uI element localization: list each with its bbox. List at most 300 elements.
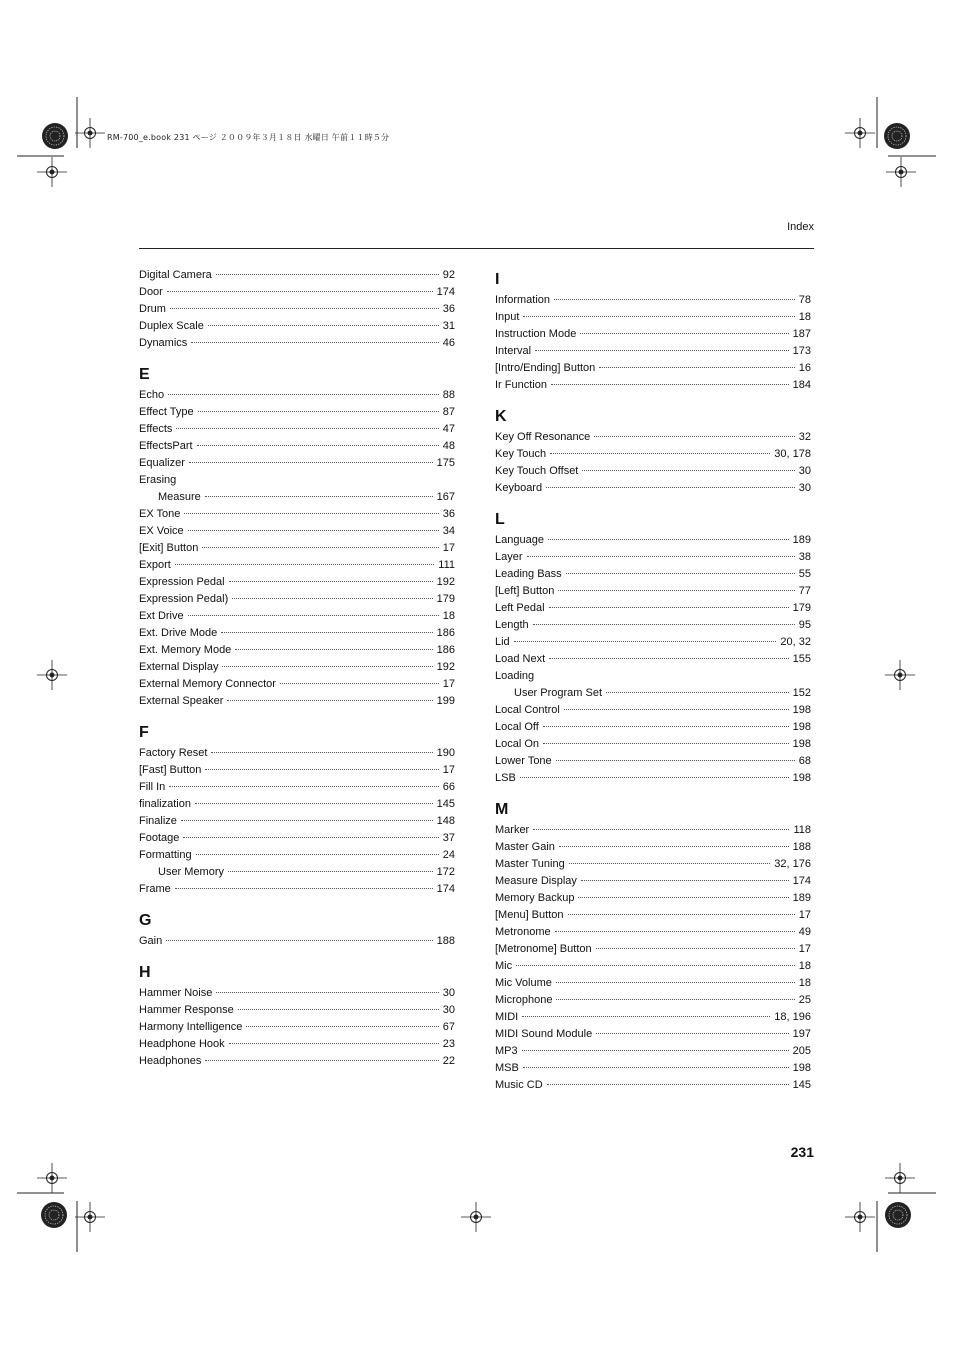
- index-page-ref: 30: [442, 1004, 455, 1016]
- index-page-ref: 23: [442, 1038, 455, 1050]
- index-term: [Metronome] Button: [495, 943, 592, 955]
- index-term: Load Next: [495, 653, 546, 665]
- leader-dots: [599, 367, 794, 368]
- leader-dots: [522, 1016, 770, 1017]
- index-term: Duplex Scale: [139, 320, 204, 332]
- leader-dots: [166, 940, 432, 941]
- index-entry: [139, 387, 455, 404]
- leader-dots: [596, 1033, 788, 1034]
- leader-dots: [548, 539, 789, 540]
- index-term: Key Off Resonance: [495, 431, 591, 443]
- index-term: Lid: [495, 636, 510, 648]
- index-page-ref: 175: [436, 457, 455, 469]
- index-term: [Exit] Button: [139, 542, 199, 554]
- index-entry: [139, 404, 455, 421]
- leader-dots: [235, 649, 432, 650]
- index-entry: [495, 600, 811, 617]
- index-page-ref: 25: [798, 994, 811, 1006]
- index-term: Mic Volume: [495, 977, 552, 989]
- leader-dots: [195, 803, 433, 804]
- leader-dots: [246, 1026, 438, 1027]
- index-column-right: [495, 267, 811, 1094]
- index-term: [Menu] Button: [495, 909, 564, 921]
- index-page-ref: 36: [442, 508, 455, 520]
- index-entry: [495, 343, 811, 360]
- index-entry: [495, 770, 811, 787]
- index-page-ref: 38: [798, 551, 811, 563]
- index-page-ref: 189: [792, 534, 811, 546]
- index-page-ref: 199: [436, 695, 455, 707]
- index-entry: [139, 745, 455, 762]
- index-letter-heading: G: [139, 912, 152, 929]
- running-head: Index: [787, 221, 814, 233]
- index-entry: [495, 1077, 811, 1094]
- index-letter-heading: L: [495, 511, 505, 528]
- index-page-ref: 187: [792, 328, 811, 340]
- index-entry: [139, 642, 455, 659]
- index-page-ref: 17: [442, 542, 455, 554]
- leader-dots: [606, 692, 789, 693]
- index-entry: [495, 1043, 811, 1060]
- index-entry: [495, 292, 811, 309]
- leader-dots: [229, 581, 433, 582]
- index-page-ref: 17: [798, 943, 811, 955]
- leader-dots: [523, 1067, 789, 1068]
- leader-dots: [569, 863, 771, 864]
- index-term: User Program Set: [514, 687, 603, 699]
- index-page-ref: 47: [442, 423, 455, 435]
- index-term: Measure: [158, 491, 201, 503]
- index-letter-heading: E: [139, 366, 150, 383]
- index-letter-heading: H: [139, 964, 151, 981]
- index-page-ref: 197: [792, 1028, 811, 1040]
- leader-dots: [205, 496, 433, 497]
- index-term: Echo: [139, 389, 165, 401]
- index-term: Music CD: [495, 1079, 543, 1091]
- index-page-ref: 111: [438, 559, 455, 571]
- index-entry: [139, 1053, 455, 1070]
- index-page-ref: 17: [442, 678, 455, 690]
- crop-info: RM-700_e.book 231 ページ ２００９年３月１８日 水曜日 午前１１時５分: [107, 133, 390, 142]
- index-page-ref: 68: [798, 755, 811, 767]
- leader-dots: [543, 726, 789, 727]
- leader-dots: [232, 598, 432, 599]
- leader-dots: [196, 854, 439, 855]
- index-term: Equalizer: [139, 457, 185, 469]
- index-term: Local Control: [495, 704, 560, 716]
- index-term: Measure Display: [495, 875, 577, 887]
- index-page-ref: 188: [436, 935, 455, 947]
- index-entry: [495, 839, 811, 856]
- index-page-ref: 174: [436, 286, 455, 298]
- index-page-ref: 16: [798, 362, 811, 374]
- leader-dots: [516, 965, 795, 966]
- index-page-ref: 179: [792, 602, 811, 614]
- leader-dots: [520, 777, 789, 778]
- leader-dots: [533, 829, 789, 830]
- index-entry: [139, 830, 455, 847]
- leader-dots: [183, 837, 438, 838]
- index-page-ref: 37: [442, 832, 455, 844]
- index-entry: [139, 1002, 455, 1019]
- leader-dots: [227, 700, 432, 701]
- leader-dots: [176, 428, 438, 429]
- index-page-ref: 184: [792, 379, 811, 391]
- index-page-ref: 88: [442, 389, 455, 401]
- index-entry: [495, 890, 811, 907]
- index-entry: [139, 796, 455, 813]
- index-entry: [139, 506, 455, 523]
- index-page-ref: 189: [792, 892, 811, 904]
- index-term: Length: [495, 619, 529, 631]
- index-term: User Memory: [158, 866, 225, 878]
- index-term: Headphones: [139, 1055, 202, 1067]
- index-page-ref: 55: [798, 568, 811, 580]
- index-entry: [139, 985, 455, 1002]
- leader-dots: [549, 658, 788, 659]
- leader-dots: [191, 342, 438, 343]
- index-entry: [495, 822, 811, 839]
- index-term: Key Touch: [495, 448, 547, 460]
- leader-dots: [554, 299, 795, 300]
- leader-dots: [523, 316, 794, 317]
- index-term: Left Pedal: [495, 602, 545, 614]
- index-term: EX Tone: [139, 508, 181, 520]
- index-term: Effects: [139, 423, 173, 435]
- index-page-ref: 188: [792, 841, 811, 853]
- index-page-ref: 173: [792, 345, 811, 357]
- index-page-ref: 95: [798, 619, 811, 631]
- index-page-ref: 186: [436, 627, 455, 639]
- index-term: Door: [139, 286, 163, 298]
- index-term: LSB: [495, 772, 516, 784]
- leader-dots: [566, 573, 795, 574]
- index-page-ref: 18, 196: [774, 1011, 811, 1023]
- index-entry: [139, 625, 455, 642]
- leader-dots: [211, 752, 432, 753]
- index-page-ref: 34: [442, 525, 455, 537]
- index-page-ref: 31: [442, 320, 455, 332]
- index-page-ref: 30: [798, 465, 811, 477]
- index-page-ref: 190: [436, 747, 455, 759]
- index-entry: [139, 881, 455, 898]
- index-page-ref: 198: [792, 704, 811, 716]
- index-entry: [495, 941, 811, 958]
- index-term: Gain: [139, 935, 163, 947]
- index-entry: [495, 566, 811, 583]
- leader-dots: [582, 470, 794, 471]
- index-entry: [139, 659, 455, 676]
- index-entry: [495, 736, 811, 753]
- index-entry: [495, 1060, 811, 1077]
- index-page-ref: 186: [436, 644, 455, 656]
- index-term: Harmony Intelligence: [139, 1021, 243, 1033]
- leader-dots: [550, 453, 770, 454]
- index-page-ref: 152: [792, 687, 811, 699]
- leader-dots: [555, 931, 795, 932]
- index-page-ref: 18: [798, 311, 811, 323]
- index-letter-heading: K: [495, 408, 507, 425]
- leader-dots: [205, 769, 438, 770]
- index-page-ref: 198: [792, 1062, 811, 1074]
- leader-dots: [556, 760, 795, 761]
- index-entry: [495, 1026, 811, 1043]
- index-letter-heading: F: [139, 724, 149, 741]
- index-page-ref: 78: [798, 294, 811, 306]
- index-entry: [495, 463, 811, 480]
- index-page-ref: 167: [436, 491, 455, 503]
- index-page-ref: 49: [798, 926, 811, 938]
- index-term: Effect Type: [139, 406, 194, 418]
- index-entry: [139, 540, 455, 557]
- index-entry: [139, 301, 455, 318]
- index-entry: [139, 421, 455, 438]
- index-term: Marker: [495, 824, 530, 836]
- index-entry: [495, 429, 811, 446]
- index-entry: [139, 438, 455, 455]
- index-entry: [495, 907, 811, 924]
- index-entry: [139, 557, 455, 574]
- index-page-ref: 30, 178: [774, 448, 811, 460]
- index-entry: [495, 856, 811, 873]
- index-term: Microphone: [495, 994, 553, 1006]
- leader-dots: [527, 556, 795, 557]
- index-page-ref: 148: [436, 815, 455, 827]
- index-entry: [139, 267, 455, 284]
- leader-dots: [197, 445, 439, 446]
- index-entry: [495, 480, 811, 497]
- index-term: MSB: [495, 1062, 519, 1074]
- index-page-ref: 179: [436, 593, 455, 605]
- index-page-ref: 36: [442, 303, 455, 315]
- index-term: Export: [139, 559, 171, 571]
- leader-dots: [221, 632, 432, 633]
- index-entry: [495, 958, 811, 975]
- leader-dots: [535, 350, 789, 351]
- index-term: Drum: [139, 303, 166, 315]
- index-term: Headphone Hook: [139, 1038, 225, 1050]
- index-page-ref: 48: [442, 440, 455, 452]
- index-entry: [495, 753, 811, 770]
- index-page-ref: 198: [792, 738, 811, 750]
- index-entry: [495, 668, 811, 685]
- index-term: EffectsPart: [139, 440, 193, 452]
- index-term: Footage: [139, 832, 180, 844]
- leader-dots: [594, 436, 795, 437]
- index-entry: [139, 574, 455, 591]
- index-entry: [139, 523, 455, 540]
- leader-dots: [205, 1060, 438, 1061]
- leader-dots: [181, 820, 433, 821]
- index-term: Expression Pedal: [139, 576, 225, 588]
- index-subentry: [139, 489, 455, 506]
- index-entry: [139, 762, 455, 779]
- index-term: Ext Drive: [139, 610, 184, 622]
- leader-dots: [208, 325, 439, 326]
- index-term: Interval: [495, 345, 532, 357]
- leader-dots: [558, 590, 794, 591]
- index-term: Master Tuning: [495, 858, 565, 870]
- index-page-ref: 92: [442, 269, 455, 281]
- index-entry: [495, 377, 811, 394]
- index-page-ref: 17: [798, 909, 811, 921]
- index-entry: [139, 1036, 455, 1053]
- index-term: Loading: [495, 670, 535, 682]
- leader-dots: [228, 871, 433, 872]
- leader-dots: [175, 564, 434, 565]
- index-page-ref: 30: [442, 987, 455, 999]
- index-term: Leading Bass: [495, 568, 562, 580]
- leader-dots: [216, 992, 438, 993]
- leader-dots: [514, 641, 777, 642]
- index-term: Layer: [495, 551, 523, 563]
- leader-dots: [547, 1084, 789, 1085]
- index-page-ref: 46: [442, 337, 455, 349]
- leader-dots: [549, 607, 789, 608]
- index-entry: [495, 651, 811, 668]
- index-entry: [495, 446, 811, 463]
- leader-dots: [238, 1009, 439, 1010]
- index-term: Ir Function: [495, 379, 547, 391]
- index-entry: [139, 608, 455, 625]
- leader-dots: [170, 308, 439, 309]
- index-entry: [139, 676, 455, 693]
- index-page-ref: 77: [798, 585, 811, 597]
- leader-dots: [202, 547, 438, 548]
- index-page-ref: 17: [442, 764, 455, 776]
- index-term: MP3: [495, 1045, 518, 1057]
- leader-dots: [167, 291, 433, 292]
- index-entry: [495, 719, 811, 736]
- index-entry: [139, 591, 455, 608]
- leader-dots: [522, 1050, 789, 1051]
- index-term: Local Off: [495, 721, 539, 733]
- index-term: Metronome: [495, 926, 551, 938]
- index-term: Keyboard: [495, 482, 543, 494]
- index-term: Master Gain: [495, 841, 555, 853]
- index-entry: [495, 360, 811, 377]
- leader-dots: [198, 411, 439, 412]
- index-entry: [495, 549, 811, 566]
- index-entry: [495, 975, 811, 992]
- leader-dots: [556, 999, 794, 1000]
- index-page-ref: 30: [798, 482, 811, 494]
- index-page-ref: 66: [442, 781, 455, 793]
- index-entry: [495, 634, 811, 651]
- index-term: Formatting: [139, 849, 192, 861]
- index-page-ref: 172: [436, 866, 455, 878]
- index-page-ref: 18: [798, 977, 811, 989]
- index-page-ref: 145: [436, 798, 455, 810]
- index-term: Factory Reset: [139, 747, 208, 759]
- index-page-ref: 198: [792, 772, 811, 784]
- leader-dots: [581, 880, 789, 881]
- index-term: Memory Backup: [495, 892, 575, 904]
- leader-dots: [556, 982, 795, 983]
- index-page-ref: 87: [442, 406, 455, 418]
- index-page-ref: 20, 32: [780, 636, 811, 648]
- index-page-ref: 174: [792, 875, 811, 887]
- leader-dots: [280, 683, 439, 684]
- index-term: [Fast] Button: [139, 764, 202, 776]
- index-term: Key Touch Offset: [495, 465, 579, 477]
- index-entry: [139, 335, 455, 352]
- index-term: Local On: [495, 738, 540, 750]
- leader-dots: [188, 615, 439, 616]
- index-letter-heading: M: [495, 801, 509, 818]
- index-page-ref: 32: [798, 431, 811, 443]
- index-page-ref: 24: [442, 849, 455, 861]
- leader-dots: [189, 462, 433, 463]
- index-entry: [495, 532, 811, 549]
- leader-dots: [546, 487, 795, 488]
- index-page-ref: 205: [792, 1045, 811, 1057]
- page-number: 231: [790, 1144, 814, 1160]
- leader-dots: [184, 513, 438, 514]
- leader-dots: [188, 530, 439, 531]
- leader-dots: [543, 743, 789, 744]
- index-term: Input: [495, 311, 520, 323]
- index-term: Mic: [495, 960, 513, 972]
- index-entry: [139, 1019, 455, 1036]
- index-term: Information: [495, 294, 551, 306]
- index-entry: [495, 924, 811, 941]
- leader-dots: [578, 897, 788, 898]
- index-term: MIDI Sound Module: [495, 1028, 593, 1040]
- index-entry: [139, 813, 455, 830]
- index-term: Ext. Drive Mode: [139, 627, 218, 639]
- index-page-ref: 174: [436, 883, 455, 895]
- index-entry: [139, 847, 455, 864]
- index-term: External Speaker: [139, 695, 224, 707]
- index-page-ref: 118: [793, 824, 811, 836]
- index-term: Hammer Noise: [139, 987, 213, 999]
- index-subentry: [495, 685, 811, 702]
- index-entry: [495, 617, 811, 634]
- leader-dots: [168, 394, 439, 395]
- index-entry: [495, 992, 811, 1009]
- index-entry: [495, 702, 811, 719]
- index-term: Instruction Mode: [495, 328, 577, 340]
- leader-dots: [559, 846, 789, 847]
- leader-dots: [216, 274, 439, 275]
- index-entry: [495, 873, 811, 890]
- leader-dots: [533, 624, 795, 625]
- index-term: EX Voice: [139, 525, 184, 537]
- index-term: Lower Tone: [495, 755, 552, 767]
- index-term: finalization: [139, 798, 191, 810]
- index-term: Digital Camera: [139, 269, 212, 281]
- index-letter-heading: I: [495, 271, 500, 288]
- index-page-ref: 155: [792, 653, 811, 665]
- index-column-left: [139, 267, 455, 1070]
- index-page-ref: 145: [792, 1079, 811, 1091]
- index-term: Frame: [139, 883, 171, 895]
- index-entry: [139, 693, 455, 710]
- leader-dots: [175, 888, 433, 889]
- index-term: External Memory Connector: [139, 678, 276, 690]
- index-term: Expression Pedal): [139, 593, 229, 605]
- index-term: [Left] Button: [495, 585, 555, 597]
- leader-dots: [596, 948, 795, 949]
- leader-dots: [564, 709, 789, 710]
- index-entry: [495, 1009, 811, 1026]
- index-entry: [495, 309, 811, 326]
- index-entry: [139, 318, 455, 335]
- index-term: External Display: [139, 661, 219, 673]
- index-page-ref: 67: [442, 1021, 455, 1033]
- index-entry: [139, 779, 455, 796]
